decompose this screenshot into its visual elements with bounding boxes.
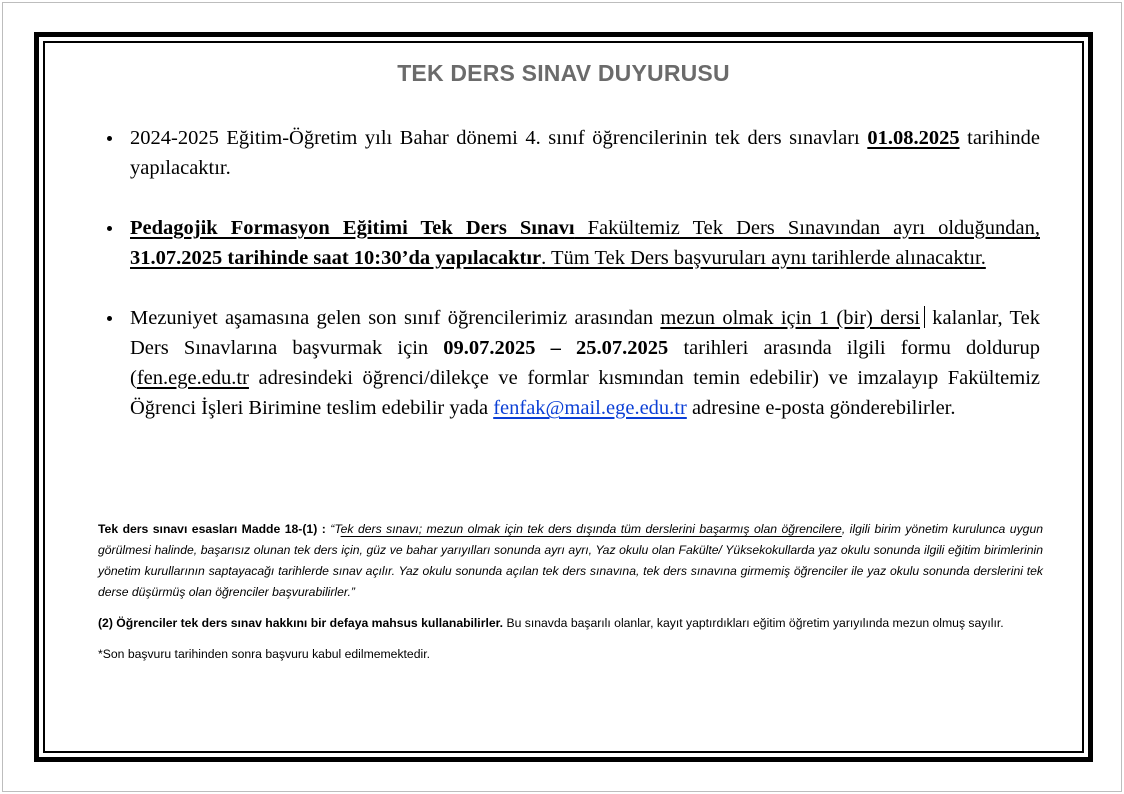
pedagogy-exam-text: Fakültemiz Tek Ders Sınavından ayrı olduğundan, bbox=[574, 217, 1040, 239]
application-dates: 09.07.2025 – 25.07.2025 bbox=[443, 337, 669, 359]
regulation-notes bbox=[98, 519, 1043, 675]
clause-2-bold: (2) Öğrenciler tek ders sınav hakkını bir defaya mahsus kullanabilirler. bbox=[98, 616, 504, 630]
document-border-inner bbox=[43, 41, 1084, 753]
pedagogy-exam-suffix: . Tüm Tek Ders başvuruları aynı tarihlerde alınacaktır. bbox=[541, 247, 986, 269]
document-border bbox=[34, 32, 1093, 762]
announcement-item-pedagogy-exam bbox=[130, 213, 1040, 273]
exam-date: 01.08.2025 bbox=[867, 127, 960, 149]
pedagogy-exam-datetime: 31.07.2025 tarihinde saat 10:30’da yapılacaktır bbox=[130, 247, 542, 269]
regulation-quote-open: “T bbox=[325, 522, 341, 536]
clause-2-text: Bu sınavda başarılı olanlar, kayıt yaptırdıkları eğitim öğretim yarıyılında mezun olmuş sayılır. bbox=[503, 616, 1004, 630]
pedagogy-exam-title: Pedagojik Formasyon Eğitimi Tek Ders Sınavı bbox=[130, 217, 575, 239]
exam-date-text: 2024-2025 Eğitim-Öğretim yılı Bahar dönemi 4. sınıf öğrencilerinin tek ders sınavları bbox=[130, 127, 868, 149]
regulation-quote-rest: , ilgili birim yönetim kurulunca uygun görülmesi halinde, başarısız olunan tek ders için, güz ve bahar yarıyılları sonunda ayrı ayrı, Yaz okulu olan Fakülte/ Yüksekokullarda yaz okulu sonunda ilgili eğitim birimlerinin yönetim kurullarının saptayacağı tarihlerde sınav açılır. Yaz okulu sonunda açılan tek ders sınavına, tek ders sınavına girmemiş öğrenciler ile yaz okulu sonunda derslerini tek derse düşürmüş olan öğrenciler başvurabilirler.” bbox=[98, 522, 1043, 599]
application-text-b: kalanlar, Tek Ders Sınavlarına başvurmak için bbox=[130, 307, 1040, 359]
application-condition: mezun olmak için 1 (bir) dersi bbox=[660, 307, 921, 329]
faculty-email-link[interactable]: fenfak@mail.ege.edu.tr bbox=[493, 397, 687, 419]
announcement-item-application bbox=[130, 303, 1040, 423]
application-text-e: adresine e-posta gönderebilirler. bbox=[686, 397, 956, 419]
exam-date-suffix: tarihinde yapılacaktır. bbox=[130, 127, 1040, 179]
application-text-a: Mezuniyet aşamasına gelen son sınıf öğrencilerimiz arasından bbox=[130, 307, 661, 329]
application-text-c: tarihleri arasında ilgili formu doldurup ( bbox=[130, 337, 1041, 389]
faculty-website-link[interactable]: fen.ege.edu.tr bbox=[136, 367, 249, 389]
application-text-d: adresindeki öğrenci/dilekçe ve formlar kısmından temin edebilir) ve imzalayıp Fakültemiz Öğrenci İşleri Birimine teslim edebilir yada bbox=[130, 367, 1040, 419]
announcement-list bbox=[130, 123, 1040, 453]
regulation-note-article-18 bbox=[98, 519, 1043, 603]
regulation-label: Tek ders sınavı esasları Madde 18-(1) : bbox=[98, 522, 326, 536]
regulation-quote-underlined: ek ders sınavı; mezun olmak için tek ders dışında tüm derslerini başarmış olan öğrencilere bbox=[340, 522, 842, 536]
deadline-note: *Son başvuru tarihinden sonra başvuru kabul edilmemektedir. bbox=[98, 647, 430, 661]
regulation-note-clause-2 bbox=[98, 613, 1043, 634]
announcement-item-exam-date bbox=[130, 123, 1040, 183]
document-title: TEK DERS SINAV DUYURUSU bbox=[397, 60, 730, 86]
